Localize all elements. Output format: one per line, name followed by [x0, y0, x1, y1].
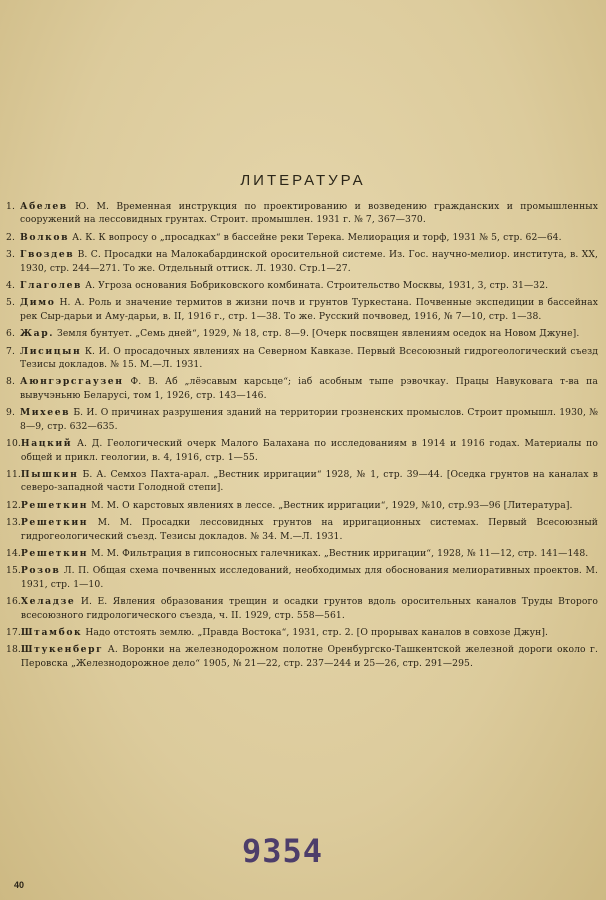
reference-number: 1.: [6, 201, 15, 212]
reference-author: Пышкин: [20, 468, 79, 480]
list-item: [6, 468, 598, 495]
reference-number: 9.: [6, 407, 15, 419]
list-item: [6, 595, 598, 622]
list-item: [6, 375, 598, 402]
reference-number: 18.: [6, 644, 21, 656]
reference-details: М. М. Фильтрация в гипсоносных галечниках. „Вестник ирригации“, 1928, № 11—12, стр. 141—148.: [88, 547, 589, 559]
reference-author: Гвоздев: [20, 249, 75, 261]
reference-number: 6.: [6, 328, 15, 340]
reference-details: Б. И. О причинах разрушения зданий на территории грозненских промыслов. Строит промышл. 1930, № 8—9, стр. 632—635.: [20, 407, 598, 432]
list-item: [6, 499, 598, 512]
reference-number: 7.: [6, 345, 15, 357]
list-item: [6, 248, 598, 275]
list-item: [6, 564, 598, 591]
reference-details: М. М. О карстовых явлениях в лессе. „Вестник ирригации“, 1929, №10, стр.93—96 [Литература].: [88, 499, 573, 511]
reference-details: Земля бунтует. „Семь дней“, 1929, № 18, стр. 8—9. [Очерк посвящен явлениям оседок на Новом Джуне].: [54, 328, 580, 340]
reference-text: [21, 564, 598, 591]
reference-details: А. Д. Геологический очерк Малого Балахана по исследованиям в 1914 и 1916 годах. Материалы по общей и прикл. геологии, в. 4, 1916, стр. 1—55.: [20, 438, 598, 463]
reference-text: [20, 327, 598, 340]
reference-list: [6, 200, 598, 674]
reference-details: Б. А. Семхоз Пахта-арал. „Вестник ирригации“ 1928, № 1, стр. 39—44. [Оседка грунтов на каналах в северо-западной части Голодной степи].: [20, 468, 598, 494]
reference-text: [20, 231, 598, 244]
reference-details: Ю. М. Временная инструкция по проектированию и возведению гражданских и промышленных сооружений на лессовидных грунтах. Строит. промышлен. 1931 г. № 7, 367—370.: [20, 201, 598, 226]
list-item: [6, 547, 598, 560]
reference-details: А. К. К вопросу о „просадках“ в бассейне реки Терека. Мелиорация и торф, 1931 № 5, стр. 62—64.: [69, 231, 562, 243]
reference-details: Надо отстоять землю. „Правда Востока“, 1931, стр. 2. [О прорывах каналов в совхозе Джун].: [82, 626, 549, 638]
reference-number: 13.: [6, 517, 21, 529]
list-item: [6, 279, 598, 292]
reference-text: [21, 595, 598, 622]
page-title: ЛИТЕРАТУРА: [240, 172, 366, 189]
reference-author: Абелев: [20, 201, 68, 212]
reference-details: А. Воронки на железнодорожном полотне Оренбургско-Ташкентской железной дороги около г. Перовска „Железнодорожное дело“ 1905, № 21—22, стр. 237—244 и 25—26, стр. 291—295.: [20, 644, 598, 669]
reference-number: 3.: [6, 249, 15, 261]
list-item: [6, 516, 598, 543]
reference-text: [21, 499, 598, 512]
reference-details: Н. А. Роль и значение термитов в жизни почв и грунтов Туркестана. Почвенные экспедиции в бассейнах рек Сыр-дарьи и Аму-дарьи, в. II, 1916 г., стр. 1—38. То же. Русский почвовед, 1916, № 7—10, стр. 1—38.: [20, 297, 598, 322]
reference-number: 16.: [6, 596, 21, 608]
reference-number: 5.: [6, 297, 15, 309]
reference-text: [20, 345, 598, 372]
reference-number: 10.: [6, 438, 21, 450]
reference-details: А. Угроза основания Бобриковского комбината. Строительство Москвы, 1931, 3, стр. 31—32.: [82, 280, 549, 292]
reference-number: 14.: [6, 547, 21, 559]
page-number: 40: [14, 880, 25, 890]
reference-text: [20, 248, 598, 275]
reference-details: М. М. Просадки лессовидных грунтов на ирригационных системах. Первый Всесоюзный гидрогеологический съезд. Тезисы докладов. № 34. М.—Л. 1931.: [20, 517, 598, 542]
reference-author: Решеткин: [20, 547, 89, 559]
reference-author: Волков: [20, 231, 70, 243]
reference-text: [20, 296, 598, 323]
list-item: [6, 345, 598, 372]
reference-details: Ф. В. Аб „лёэсавым карсьце“; іаб асобным тыпе рэвочкау. Працы Навуковага т-ва па вывучэньню Беларусі, том 1, 1926, стр. 143—146.: [20, 376, 598, 401]
reference-number: 15.: [6, 565, 21, 577]
reference-details: К. И. О просадочных явлениях на Северном Кавказе. Первый Всесоюзный гидрогеологический съезд Тезисы докладов. № 15. М.—Л. 1931.: [20, 345, 598, 371]
reference-text: [21, 437, 598, 464]
reference-author: Розов: [20, 565, 61, 577]
reference-number: 12.: [6, 499, 21, 511]
reference-author: Димо: [20, 297, 56, 309]
list-item: [6, 437, 598, 464]
reference-text: [21, 626, 598, 639]
reference-author: Хеладзе: [20, 596, 76, 608]
reference-text: [20, 200, 598, 227]
list-item: [6, 296, 598, 323]
list-item: [6, 200, 598, 227]
reference-number: 11.: [6, 468, 21, 480]
reference-text: [21, 468, 598, 495]
reference-author: Штамбок: [20, 626, 83, 638]
reference-number: 8.: [6, 376, 15, 388]
reference-author: Аюнгэрсгаузен: [20, 376, 124, 388]
reference-number: 2.: [6, 231, 15, 243]
reference-text: [20, 375, 598, 402]
reference-author: Лисицын: [20, 345, 82, 357]
list-item: [6, 406, 598, 433]
reference-text: [20, 406, 598, 433]
reference-details: Л. П. Общая схема почвенных исследований, необходимых для обоснования мелиоративных проектов. М. 1931, стр. 1—10.: [20, 565, 598, 590]
reference-text: [21, 516, 598, 543]
reference-number: 4.: [6, 280, 15, 292]
inventory-stamp: 9354: [242, 832, 324, 870]
reference-details: В. С. Просадки на Малокабардинской оросительной системе. Из. Гос. научно-мелиор. института, в. XX, 1930, стр. 244—271. То же. Отдельный оттиск. Л. 1930. Стр.1—27.: [20, 249, 598, 274]
list-item: [6, 626, 598, 639]
reference-number: 17.: [6, 626, 21, 638]
reference-details: И. Е. Явления образования трещин и осадки грунтов вдоль оросительных каналов Труды Второго всесоюзного гидрологического съезда, ч. II. 1929, стр. 558—561.: [20, 596, 598, 621]
reference-author: Решеткин: [20, 517, 89, 529]
reference-author: Глаголев: [20, 280, 83, 292]
list-item: [6, 643, 598, 670]
list-item: [6, 231, 598, 244]
reference-author: Михеев: [20, 407, 71, 419]
reference-author: Штукенберг: [20, 644, 104, 656]
reference-author: Решеткин: [20, 499, 89, 511]
reference-author: Нацкий: [20, 438, 73, 450]
reference-author: Жар.: [20, 328, 55, 340]
reference-text: [21, 547, 598, 560]
reference-text: [21, 643, 598, 670]
list-item: [6, 327, 598, 340]
reference-text: [20, 279, 598, 292]
